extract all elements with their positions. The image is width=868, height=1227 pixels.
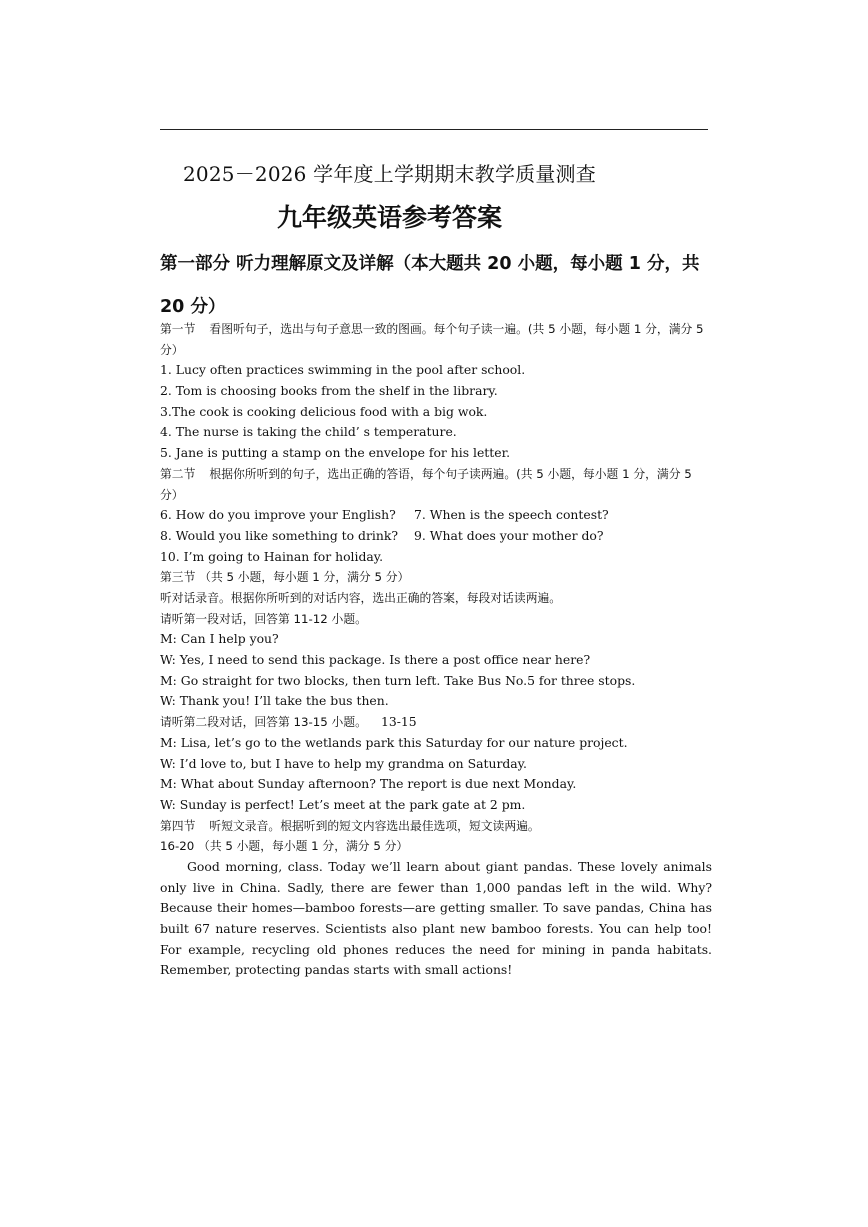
document-title: 2025－2026 学年度上学期期末教学质量测查 (183, 162, 596, 186)
document-subtitle: 九年级英语参考答案 (277, 203, 503, 232)
section4-instruction: 听短文录音。根据听到的短文内容选出最佳选项，短文读两遍。 (209, 818, 540, 833)
dialog2-intro: 请听第二段对话，回答第 13-15 小题。 (160, 715, 367, 730)
section1-heading (160, 319, 712, 360)
dialog-line: M: Lisa, let’s go to the wetlands park this Saturday for our nature project. (160, 734, 628, 750)
passage-paragraph: Good morning, class. Today we’ll learn about giant pandas. These lovely animals only live in China. Sadly, there are fewer than 1,000 pandas left in the wild. Why? Because their homes—bamboo forests—are getting smaller. To save pandas, China has built 67 nature reserves. Scientists also plant new bamboo forests. You can help too! For example, recycling old phones reduces the need for mining in panda habitats. Remember, protecting pandas starts with small actions! (160, 858, 712, 978)
question-row (160, 526, 712, 547)
list-item: 3.The cook is cooking delicious food with a big wok. (160, 403, 488, 419)
list-item: 1. Lucy often practices swimming in the pool after school. (160, 362, 526, 378)
list-item: 6. How do you improve your English? (160, 507, 396, 523)
list-item: 5. Jane is putting a stamp on the envelope for his letter. (160, 445, 511, 461)
section4-range: 16-20 （共 5 小题，每小题 1 分，满分 5 分） (160, 839, 409, 854)
document-body (160, 319, 712, 981)
section1-instruction: 看图听句子，选出与句子意思一致的图画。每个句子读一遍。(共 5 小题，每小题 1 分，满分 5 分） (160, 322, 704, 357)
section3-heading: 第三节 （共 5 小题，每小题 1 分，满分 5 分） (160, 570, 410, 585)
section4-heading (160, 816, 712, 837)
dialog-line: M: Go straight for two blocks, then turn left. Take Bus No.5 for three stops. (160, 672, 636, 688)
list-item: 8. Would you like something to drink? (160, 527, 399, 543)
list-item: 10. I’m going to Hainan for holiday. (160, 548, 384, 564)
list-item: 9. What does your mother do? (414, 527, 604, 543)
section1-label: 第一节 (160, 322, 196, 336)
list-item: 4. The nurse is taking the child’ s temperature. (160, 424, 457, 440)
question-row (160, 505, 712, 526)
part-one-heading: 第一部分 听力理解原文及详解（本大题共 20 小题，每小题 1 分，共 20 分） (160, 254, 700, 317)
dialog-line: W: I’d love to, but I have to help my grandma on Saturday. (160, 755, 527, 771)
dialog-line: M: What about Sunday afternoon? The report is due next Monday. (160, 776, 577, 792)
dialog-line: M: Can I help you? (160, 631, 279, 647)
dialog-line: W: Thank you! I’ll take the bus then. (160, 693, 389, 709)
dialog1-intro: 请听第一段对话，回答第 11-12 小题。 (160, 611, 367, 626)
dialog-line: W: Yes, I need to send this package. Is there a post office near here? (160, 652, 591, 668)
list-item: 7. When is the speech contest? (414, 507, 609, 523)
section2-heading (160, 464, 712, 505)
list-item: 2. Tom is choosing books from the shelf in the library. (160, 383, 498, 399)
dialog-line: W: Sunday is perfect! Let’s meet at the park gate at 2 pm. (160, 796, 526, 812)
dialog2-intro-row (160, 712, 712, 733)
dialog2-note: 13-15 (380, 714, 417, 730)
section4-label: 第四节 (160, 818, 196, 833)
section3-instruction: 听对话录音。根据你所听到的对话内容，选出正确的答案，每段对话读两遍。 (160, 591, 562, 605)
top-rule (160, 129, 708, 130)
section2-label: 第二节 (160, 466, 196, 481)
section2-instruction: 根据你所听到的句子，选出正确的答语，每个句子读两遍。(共 5 小题，每小题 1 分，满分 5 分） (160, 466, 692, 502)
